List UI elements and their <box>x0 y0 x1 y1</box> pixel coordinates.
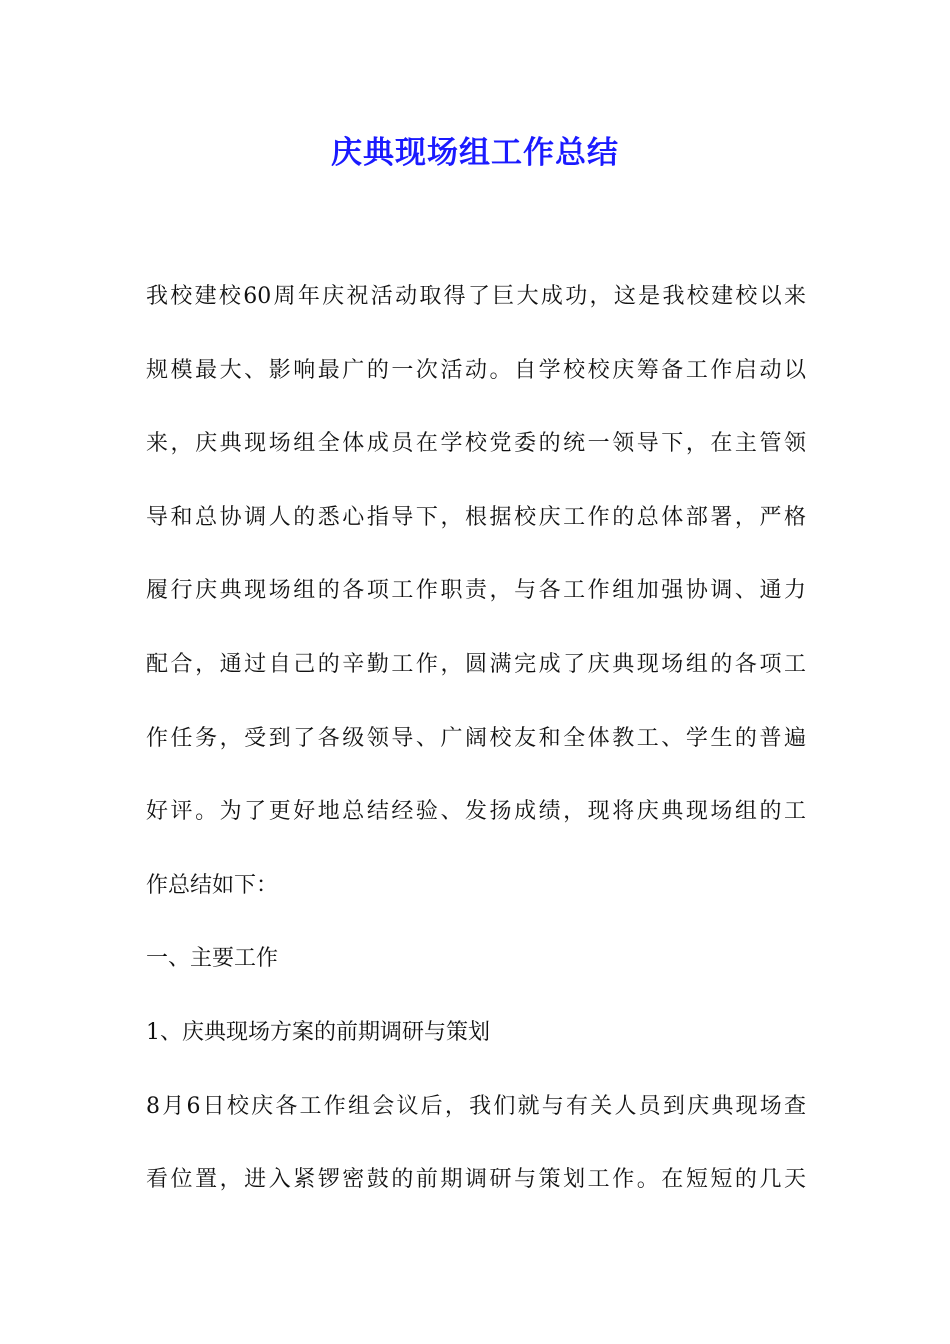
subsection-heading-1: 1、庆典现场方案的前期调研与策划 <box>146 1019 490 1045</box>
body-line-13: 看位置，进入紧锣密鼓的前期调研与策划工作。在短短的几天 <box>146 1167 806 1193</box>
document-title: 庆典现场组工作总结 <box>331 135 619 171</box>
body-line-2: 规模最大、影响最广的一次活动。自学校校庆筹备工作启动以 <box>146 357 806 383</box>
body-line-3: 来，庆典现场组全体成员在学校党委的统一领导下，在主管领 <box>146 431 806 457</box>
body-line-8: 好评。为了更好地总结经验、发扬成绩，现将庆典现场组的工 <box>146 799 806 825</box>
body-line-5: 履行庆典现场组的各项工作职责，与各工作组加强协调、通力 <box>146 578 806 604</box>
document-body <box>146 260 806 1217</box>
body-line-1: 我校建校60周年庆祝活动取得了巨大成功，这是我校建校以来 <box>146 284 806 309</box>
section-heading-main-work: 一、主要工作 <box>146 946 279 972</box>
body-line-7: 作任务，受到了各级领导、广阔校友和全体教工、学生的普遍 <box>146 725 806 751</box>
body-line-4: 导和总协调人的悉心指导下，根据校庆工作的总体部署，严格 <box>146 504 806 530</box>
body-line-9: 作总结如下： <box>146 872 279 898</box>
body-line-6: 配合，通过自己的辛勤工作，圆满完成了庆典现场组的各项工 <box>146 651 806 677</box>
body-line-12: 8月6日校庆各工作组会议后，我们就与有关人员到庆典现场查 <box>146 1093 806 1119</box>
